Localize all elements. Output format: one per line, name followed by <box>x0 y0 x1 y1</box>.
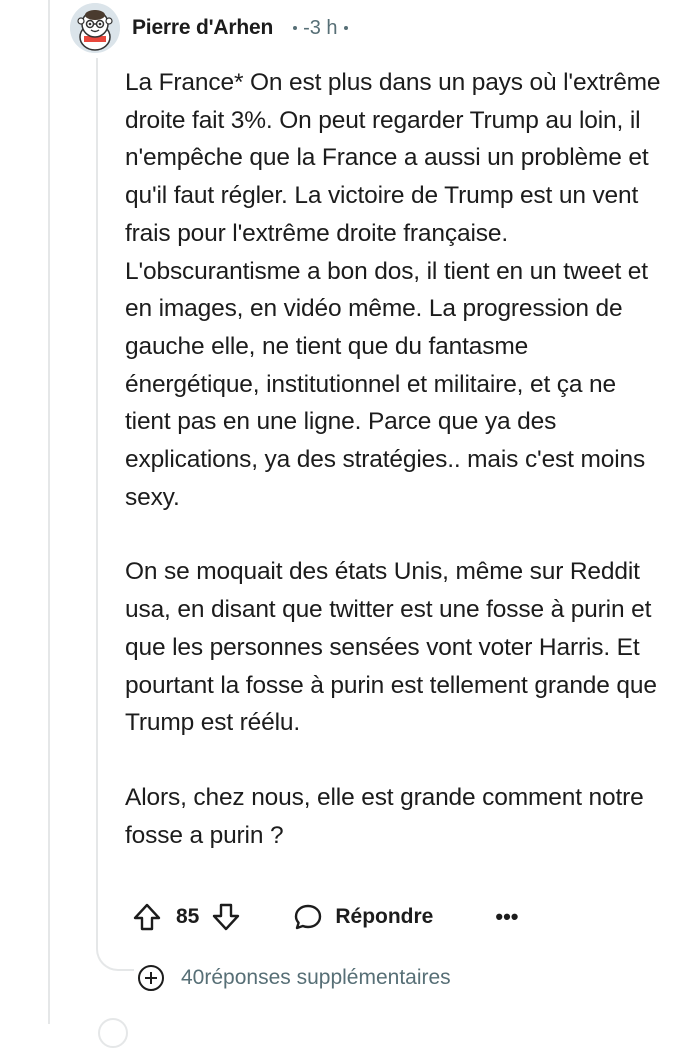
avatar[interactable] <box>70 3 120 53</box>
comment-meta <box>287 17 353 40</box>
thread-line-outer <box>48 0 50 1024</box>
more-options-button[interactable]: ••• <box>495 904 519 929</box>
comment-body <box>125 64 665 891</box>
vote-score: 85 <box>176 905 200 928</box>
upvote-arrow-icon <box>132 902 162 932</box>
comment-time: -3 h <box>303 16 338 39</box>
author-name[interactable]: Pierre d'Arhen <box>132 16 274 39</box>
speech-bubble-icon <box>293 902 323 932</box>
reply-label: Répondre <box>335 905 434 928</box>
snoo-avatar-icon <box>70 3 120 53</box>
more-replies-label: 40réponses supplémentaires <box>181 966 451 989</box>
comment-header <box>70 2 354 54</box>
downvote-button[interactable] <box>209 900 243 934</box>
upvote-button[interactable] <box>130 900 164 934</box>
separator-dot <box>293 26 297 30</box>
comment-paragraph: On se moquait des états Unis, même sur Reddit usa, en disant que twitter est une fosse à purin et que les personnes sensées vont voter Harris. Et pourtant la fosse à purin est tellement grande que Trump est réélu. <box>125 558 657 737</box>
comment-paragraph: La France* On est plus dans un pays où l'extrême droite fait 3%. On peut regarder Trump au loin, il n'empêche que la France a aussi un problème et qu'il faut régler. La victoire de Trump est un vent frais pour l'extrême droite française. L'obscurantisme a bon dos, il tient en un tweet et en images, en vidéo même. La progression de gauche elle, ne tient que du fantasme énergétique, institutionnel et militaire, et ça ne tient pas en une ligne. Parce que ya des explications, ya des stratégies.. mais c'est moins sexy. <box>125 69 661 511</box>
separator-dot <box>344 26 348 30</box>
reply-button[interactable] <box>293 902 433 932</box>
downvote-arrow-icon <box>211 902 241 932</box>
more-replies-link[interactable] <box>137 960 451 996</box>
comment-action-bar <box>130 897 518 937</box>
next-comment-avatar[interactable] <box>98 1018 128 1048</box>
plus-circle-icon <box>137 964 165 992</box>
comment-paragraph: Alors, chez nous, elle est grande comment notre fosse a purin ? <box>125 783 644 849</box>
